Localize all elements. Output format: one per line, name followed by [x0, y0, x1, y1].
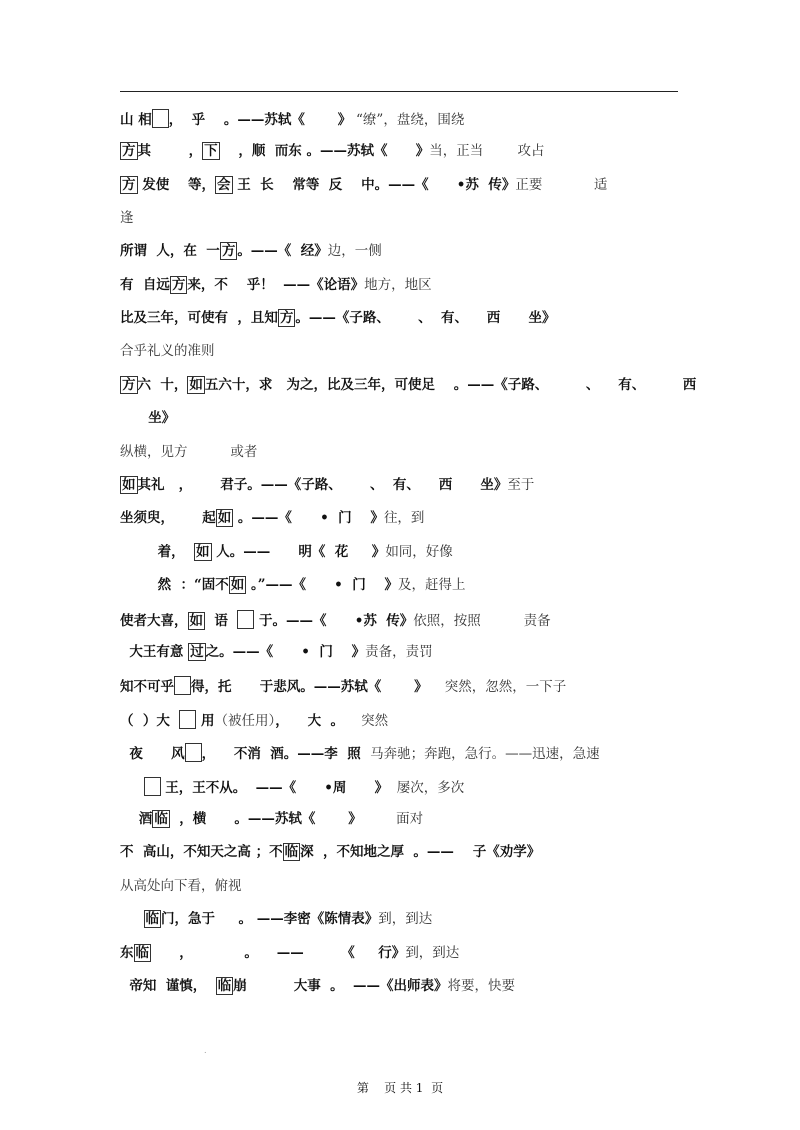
text-line	[120, 643, 433, 661]
keyword-box: 临	[135, 945, 149, 961]
text-line	[120, 509, 424, 527]
text-line	[120, 977, 515, 995]
quote-text: 人。—— 明《 花 》	[211, 544, 386, 560]
keyword-box: 如	[230, 577, 245, 593]
quote-text: 于。——《 •苏 传》	[254, 613, 414, 629]
quote-text: ， 。 —— 《 行》	[151, 945, 406, 961]
text-line	[120, 877, 242, 895]
quote-text	[120, 911, 144, 927]
quote-text: ，顺 而东 。——苏轼《 》	[219, 143, 430, 159]
quote-text: 王，王不从。 ——《 •周 》	[160, 780, 389, 796]
keyword-box: 方	[122, 177, 136, 193]
header-rule	[120, 91, 678, 92]
keyword-box: 方	[279, 310, 294, 326]
quote-text: 酒	[120, 811, 153, 827]
gloss-text: 及，赶得上	[398, 577, 466, 593]
blank-box	[185, 743, 202, 762]
quote-text: 所谓 人，在 一	[120, 243, 220, 259]
quote-text: 来，不 乎！ ——《论语》	[187, 277, 365, 293]
gloss-text: “缭”，盘绕，围绕	[356, 112, 465, 128]
keyword-box: 临	[154, 811, 168, 827]
quote-text: 。——《 • 门 》	[233, 510, 384, 526]
quote-text: 得，托 于悲风。——苏轼《 》	[191, 679, 428, 695]
quote-text: 王 长 常等 反 中。——《 •苏 传》	[232, 177, 516, 193]
text-line	[120, 209, 134, 227]
text-line	[120, 910, 432, 928]
quote-text: 门，急于 。 ——李密《陈情表》	[161, 911, 379, 927]
quote-text: 使者大喜，	[120, 613, 188, 629]
quote-text: 。——《子路、 、 有、 西 坐》	[295, 310, 556, 326]
text-line	[120, 109, 464, 129]
gloss-text: 合乎礼义的准则	[120, 343, 215, 359]
text-line	[120, 743, 600, 763]
quote-text: 然 ：“固不	[120, 577, 229, 593]
text-line	[120, 342, 215, 360]
gloss-text: 依照，按照 责备	[413, 613, 551, 629]
quote-text: 山 相	[120, 112, 152, 128]
gloss-text: 往，到	[383, 510, 425, 526]
gloss-text: 到，到达	[405, 945, 460, 961]
gloss-text: 面对	[361, 811, 424, 827]
text-line	[120, 810, 423, 828]
quote-text: 坐须臾， 起	[120, 510, 216, 526]
quote-text: 夜 风	[120, 746, 185, 762]
text-line	[120, 576, 466, 594]
text-line	[120, 610, 551, 630]
keyword-box: 方	[171, 277, 186, 293]
gloss-text: 突然	[343, 713, 389, 729]
text-line	[120, 843, 540, 861]
quote-text	[120, 780, 144, 796]
gloss-text: 当，正当 攻占	[429, 143, 545, 159]
quote-text: 用	[196, 713, 215, 729]
quote-text: 坐》	[120, 410, 176, 426]
text-line	[120, 309, 556, 327]
blank-box	[144, 777, 161, 796]
text-line	[120, 476, 534, 494]
quote-text: 。”——《 • 门 》	[246, 577, 399, 593]
gloss-text: 从高处向下看，俯视	[120, 878, 242, 894]
gloss-text: 如同，好像	[385, 544, 453, 560]
gloss-text: 责备，责罚	[365, 644, 433, 660]
gloss-text: 边，一侧	[327, 243, 382, 259]
keyword-box: 如	[189, 377, 203, 393]
keyword-box: 下	[204, 143, 218, 159]
quote-text: 。——《 经》	[237, 243, 328, 259]
blank-box	[152, 109, 169, 128]
quote-text: 着，	[120, 544, 194, 560]
quote-text: 崩 大事 。 ——《出师表》	[233, 978, 448, 994]
keyword-box: 过	[190, 644, 204, 660]
gloss-text: 地方，地区	[364, 277, 432, 293]
text-line	[120, 142, 545, 160]
gloss-text: 马奔驰；奔跑，急行。——迅速，急速	[370, 746, 600, 762]
text-line	[120, 176, 607, 194]
text-line	[120, 242, 382, 260]
gloss-text: 至于	[507, 477, 535, 493]
keyword-box: 临	[145, 911, 159, 927]
text-line	[120, 409, 175, 427]
text-line	[120, 710, 388, 730]
text-line	[120, 944, 459, 962]
text-line	[120, 543, 453, 561]
quote-text: 语	[205, 613, 238, 629]
keyword-box: 临	[284, 844, 299, 860]
text-line	[120, 276, 432, 294]
gloss-text: 将要，快要	[447, 978, 516, 994]
quote-text: 其礼 ， 君子。——《子路、 、 有、 西 坐》	[137, 477, 508, 493]
keyword-box: 如	[196, 544, 210, 560]
keyword-box: 方	[221, 243, 236, 259]
quote-text: 五六十，求 为之，比及三年，可使足 。——《子路、 、 有、 西	[204, 377, 697, 393]
keyword-box: 会	[217, 177, 231, 193]
quote-text: （ ）大	[120, 713, 180, 729]
quote-text: 有 自远	[120, 277, 170, 293]
text-line	[120, 443, 257, 461]
quote-text: ， 大 。	[275, 713, 344, 729]
quote-text: 东	[120, 945, 134, 961]
gloss-text: 到，到达	[378, 911, 433, 927]
keyword-box: 方	[122, 377, 136, 393]
quote-text: 深 ，不知地之厚 。—— 子《劝学》	[300, 844, 541, 860]
gloss-text: 纵横，见方 或者	[120, 444, 258, 460]
blank-box	[237, 610, 254, 629]
quote-text: ， 不消 酒。——李 照	[201, 746, 371, 762]
quote-text: 帝知 谨慎，	[120, 978, 216, 994]
stray-mark: .	[204, 1046, 207, 1055]
quote-text: 不 高山，不知天之高 ；不	[120, 844, 283, 860]
keyword-box: 如	[217, 510, 232, 526]
keyword-box: 如	[122, 477, 136, 493]
quote-text: ，横 。——苏轼《 》	[169, 811, 362, 827]
quote-text: 发使 等，	[137, 177, 215, 193]
gloss-text: 正要 适	[515, 177, 608, 193]
text-line	[120, 676, 566, 696]
gloss-text: 突然，忽然，一下子	[427, 679, 567, 695]
text-line	[120, 777, 464, 797]
keyword-box: 方	[122, 143, 136, 159]
quote-text: 比及三年，可使有 ，且知	[120, 310, 278, 326]
quote-text: 大王有意	[120, 644, 189, 660]
keyword-box: 如	[189, 613, 203, 629]
blank-box	[174, 676, 191, 695]
gloss-text: 逢	[120, 210, 134, 226]
blank-box	[179, 710, 196, 729]
gloss-text: 屡次，多次	[388, 780, 465, 796]
keyword-box: 临	[217, 978, 232, 994]
quote-text: 其 ，	[137, 143, 203, 159]
text-line	[120, 376, 696, 394]
quote-text: 知不可乎	[120, 679, 174, 695]
gloss-text: （被任用）	[214, 713, 276, 729]
page-footer: 第 页 共 1 页	[356, 1081, 444, 1095]
quote-text: ， 乎 。——苏轼《 》	[168, 112, 357, 128]
quote-text: 六 十，	[137, 377, 188, 393]
quote-text: 之。——《 • 门 》	[205, 644, 366, 660]
